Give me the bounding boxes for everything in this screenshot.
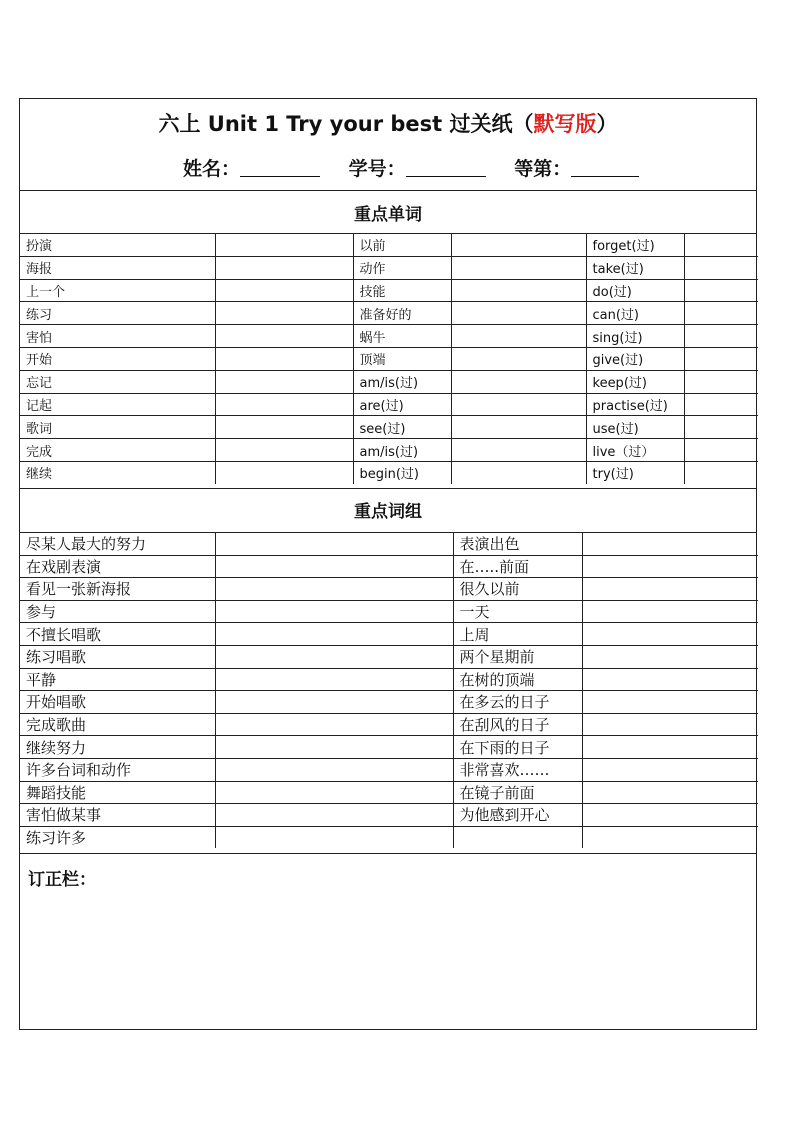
table-row	[20, 578, 758, 601]
answer-cell[interactable]	[451, 461, 586, 483]
table-row	[20, 645, 758, 668]
table-row	[20, 279, 758, 302]
grade-label: 等第：	[514, 158, 572, 180]
word-prompt: 开始	[20, 347, 215, 370]
answer-cell[interactable]	[215, 347, 353, 370]
word-prompt: 完成	[20, 439, 215, 462]
words-table	[20, 234, 758, 484]
phrase-prompt: 两个星期前	[453, 645, 582, 668]
phrase-prompt: 许多台词和动作	[20, 758, 215, 781]
answer-cell[interactable]	[215, 758, 453, 781]
answer-cell[interactable]	[215, 555, 453, 578]
table-row	[20, 370, 758, 393]
word-prompt: practise(过)	[586, 393, 684, 416]
word-prompt: 歌词	[20, 416, 215, 439]
answer-cell[interactable]	[215, 578, 453, 601]
answer-cell[interactable]	[215, 600, 453, 623]
student-no-label: 学号：	[348, 158, 406, 180]
answer-cell[interactable]	[684, 393, 758, 416]
answer-cell[interactable]	[582, 578, 758, 601]
answer-cell[interactable]	[215, 234, 353, 256]
answer-cell[interactable]	[684, 302, 758, 325]
table-row	[20, 234, 758, 256]
divider	[20, 853, 756, 854]
table-row	[20, 781, 758, 804]
phrase-prompt: 在多云的日子	[453, 691, 582, 714]
word-prompt: begin(过)	[353, 461, 451, 483]
answer-cell[interactable]	[684, 256, 758, 279]
answer-cell[interactable]	[582, 804, 758, 827]
answer-cell[interactable]	[582, 826, 758, 848]
answer-cell[interactable]	[451, 256, 586, 279]
word-prompt: can(过)	[586, 302, 684, 325]
answer-cell[interactable]	[582, 533, 758, 555]
answer-cell[interactable]	[582, 555, 758, 578]
table-row	[20, 461, 758, 483]
table-row	[20, 668, 758, 691]
phrase-prompt: 完成歌曲	[20, 713, 215, 736]
student-no-blank[interactable]	[406, 176, 486, 177]
answer-cell[interactable]	[215, 804, 453, 827]
table-row	[20, 691, 758, 714]
answer-cell[interactable]	[582, 623, 758, 646]
phrase-prompt: 平静	[20, 668, 215, 691]
title-highlight: 默写版	[533, 112, 597, 136]
word-prompt: 继续	[20, 461, 215, 483]
word-prompt: am/is(过)	[353, 439, 451, 462]
word-prompt: 动作	[353, 256, 451, 279]
answer-cell[interactable]	[215, 645, 453, 668]
phrase-prompt: 在…..前面	[453, 555, 582, 578]
answer-cell[interactable]	[582, 645, 758, 668]
answer-cell[interactable]	[215, 461, 353, 483]
word-prompt: forget(过)	[586, 234, 684, 256]
phrase-prompt: 非常喜欢……	[453, 758, 582, 781]
phrase-prompt: 在镜子前面	[453, 781, 582, 804]
table-row	[20, 804, 758, 827]
answer-cell[interactable]	[215, 370, 353, 393]
word-prompt: use(过)	[586, 416, 684, 439]
phrase-prompt: 一天	[453, 600, 582, 623]
table-row	[20, 393, 758, 416]
word-prompt: do(过)	[586, 279, 684, 302]
answer-cell[interactable]	[215, 416, 353, 439]
phrase-prompt: 为他感到开心	[453, 804, 582, 827]
answer-cell[interactable]	[582, 691, 758, 714]
phrase-prompt: 舞蹈技能	[20, 781, 215, 804]
answer-cell[interactable]	[215, 325, 353, 348]
answer-cell[interactable]	[215, 533, 453, 555]
word-prompt: are(过)	[353, 393, 451, 416]
answer-cell[interactable]	[215, 668, 453, 691]
phrase-prompt: 继续努力	[20, 736, 215, 759]
answer-cell[interactable]	[582, 668, 758, 691]
table-row	[20, 623, 758, 646]
phrase-prompt: 在树的顶端	[453, 668, 582, 691]
table-row	[20, 533, 758, 555]
correction-label: 订正栏：	[28, 870, 96, 890]
phrase-prompt: 练习唱歌	[20, 645, 215, 668]
answer-cell[interactable]	[684, 234, 758, 256]
answer-cell[interactable]	[215, 439, 353, 462]
phrase-prompt: 尽某人最大的努力	[20, 533, 215, 555]
answer-cell[interactable]	[451, 279, 586, 302]
word-prompt: 准备好的	[353, 302, 451, 325]
answer-cell[interactable]	[582, 600, 758, 623]
table-row	[20, 600, 758, 623]
table-row	[20, 302, 758, 325]
word-prompt: 忘记	[20, 370, 215, 393]
phrase-prompt: 上周	[453, 623, 582, 646]
sheet-title	[20, 108, 756, 138]
table-row	[20, 758, 758, 781]
word-prompt: 扮演	[20, 234, 215, 256]
phrase-prompt: 很久以前	[453, 578, 582, 601]
phrases-section-title: 重点词组	[354, 502, 422, 522]
answer-cell[interactable]	[215, 691, 453, 714]
title-main: 六上 Unit 1 Try your best 过关纸（	[158, 112, 534, 136]
name-blank[interactable]	[240, 176, 320, 177]
student-info-line	[183, 154, 639, 181]
answer-cell[interactable]	[215, 623, 453, 646]
phrase-prompt: 不擅长唱歌	[20, 623, 215, 646]
answer-cell[interactable]	[215, 302, 353, 325]
phrase-prompt: 表演出色	[453, 533, 582, 555]
answer-cell[interactable]	[451, 234, 586, 256]
phrase-prompt: 开始唱歌	[20, 691, 215, 714]
word-prompt: keep(过)	[586, 370, 684, 393]
answer-cell[interactable]	[684, 416, 758, 439]
phrase-prompt: 练习许多	[20, 826, 215, 848]
title-end: ）	[596, 112, 618, 136]
word-prompt: see(过)	[353, 416, 451, 439]
word-prompt: take(过)	[586, 256, 684, 279]
sheet-header	[20, 99, 756, 191]
word-prompt: try(过)	[586, 461, 684, 483]
dictation-sheet	[19, 98, 757, 1030]
table-row	[20, 555, 758, 578]
answer-cell[interactable]	[451, 370, 586, 393]
table-row	[20, 347, 758, 370]
phrase-prompt: 在下雨的日子	[453, 736, 582, 759]
answer-cell[interactable]	[451, 439, 586, 462]
answer-cell[interactable]	[684, 439, 758, 462]
answer-cell[interactable]	[684, 347, 758, 370]
word-prompt: 害怕	[20, 325, 215, 348]
grade-blank[interactable]	[571, 176, 639, 177]
answer-cell[interactable]	[684, 461, 758, 483]
word-prompt: 技能	[353, 279, 451, 302]
answer-cell[interactable]	[684, 370, 758, 393]
answer-cell[interactable]	[215, 279, 353, 302]
word-prompt: sing(过)	[586, 325, 684, 348]
table-row	[20, 325, 758, 348]
word-prompt: 海报	[20, 256, 215, 279]
word-prompt: 蜗牛	[353, 325, 451, 348]
answer-cell[interactable]	[215, 826, 453, 848]
words-section-title: 重点单词	[354, 205, 422, 225]
answer-cell[interactable]	[451, 416, 586, 439]
answer-cell[interactable]	[451, 393, 586, 416]
word-prompt: 上一个	[20, 279, 215, 302]
name-label: 姓名：	[183, 158, 241, 180]
word-prompt: 顶端	[353, 347, 451, 370]
word-prompt: give(过)	[586, 347, 684, 370]
phrase-prompt: 看见一张新海报	[20, 578, 215, 601]
phrase-prompt: 在戏剧表演	[20, 555, 215, 578]
answer-cell[interactable]	[451, 302, 586, 325]
table-row	[20, 416, 758, 439]
answer-cell[interactable]	[684, 325, 758, 348]
phrases-table	[20, 533, 758, 848]
table-row	[20, 736, 758, 759]
answer-cell[interactable]	[684, 279, 758, 302]
word-prompt: 以前	[353, 234, 451, 256]
word-prompt: live（过）	[586, 439, 684, 462]
answer-cell[interactable]	[582, 736, 758, 759]
phrase-prompt: 害怕做某事	[20, 804, 215, 827]
phrase-prompt	[453, 826, 582, 848]
answer-cell[interactable]	[215, 256, 353, 279]
word-prompt: 练习	[20, 302, 215, 325]
phrase-prompt: 在刮风的日子	[453, 713, 582, 736]
answer-cell[interactable]	[451, 325, 586, 348]
table-row	[20, 826, 758, 848]
answer-cell[interactable]	[215, 393, 353, 416]
answer-cell[interactable]	[451, 347, 586, 370]
table-row	[20, 256, 758, 279]
answer-cell[interactable]	[582, 781, 758, 804]
divider	[20, 488, 756, 489]
phrase-prompt: 参与	[20, 600, 215, 623]
answer-cell[interactable]	[582, 758, 758, 781]
word-prompt: 记起	[20, 393, 215, 416]
answer-cell[interactable]	[215, 713, 453, 736]
answer-cell[interactable]	[215, 781, 453, 804]
table-row	[20, 713, 758, 736]
answer-cell[interactable]	[582, 713, 758, 736]
answer-cell[interactable]	[215, 736, 453, 759]
word-prompt: am/is(过)	[353, 370, 451, 393]
table-row	[20, 439, 758, 462]
